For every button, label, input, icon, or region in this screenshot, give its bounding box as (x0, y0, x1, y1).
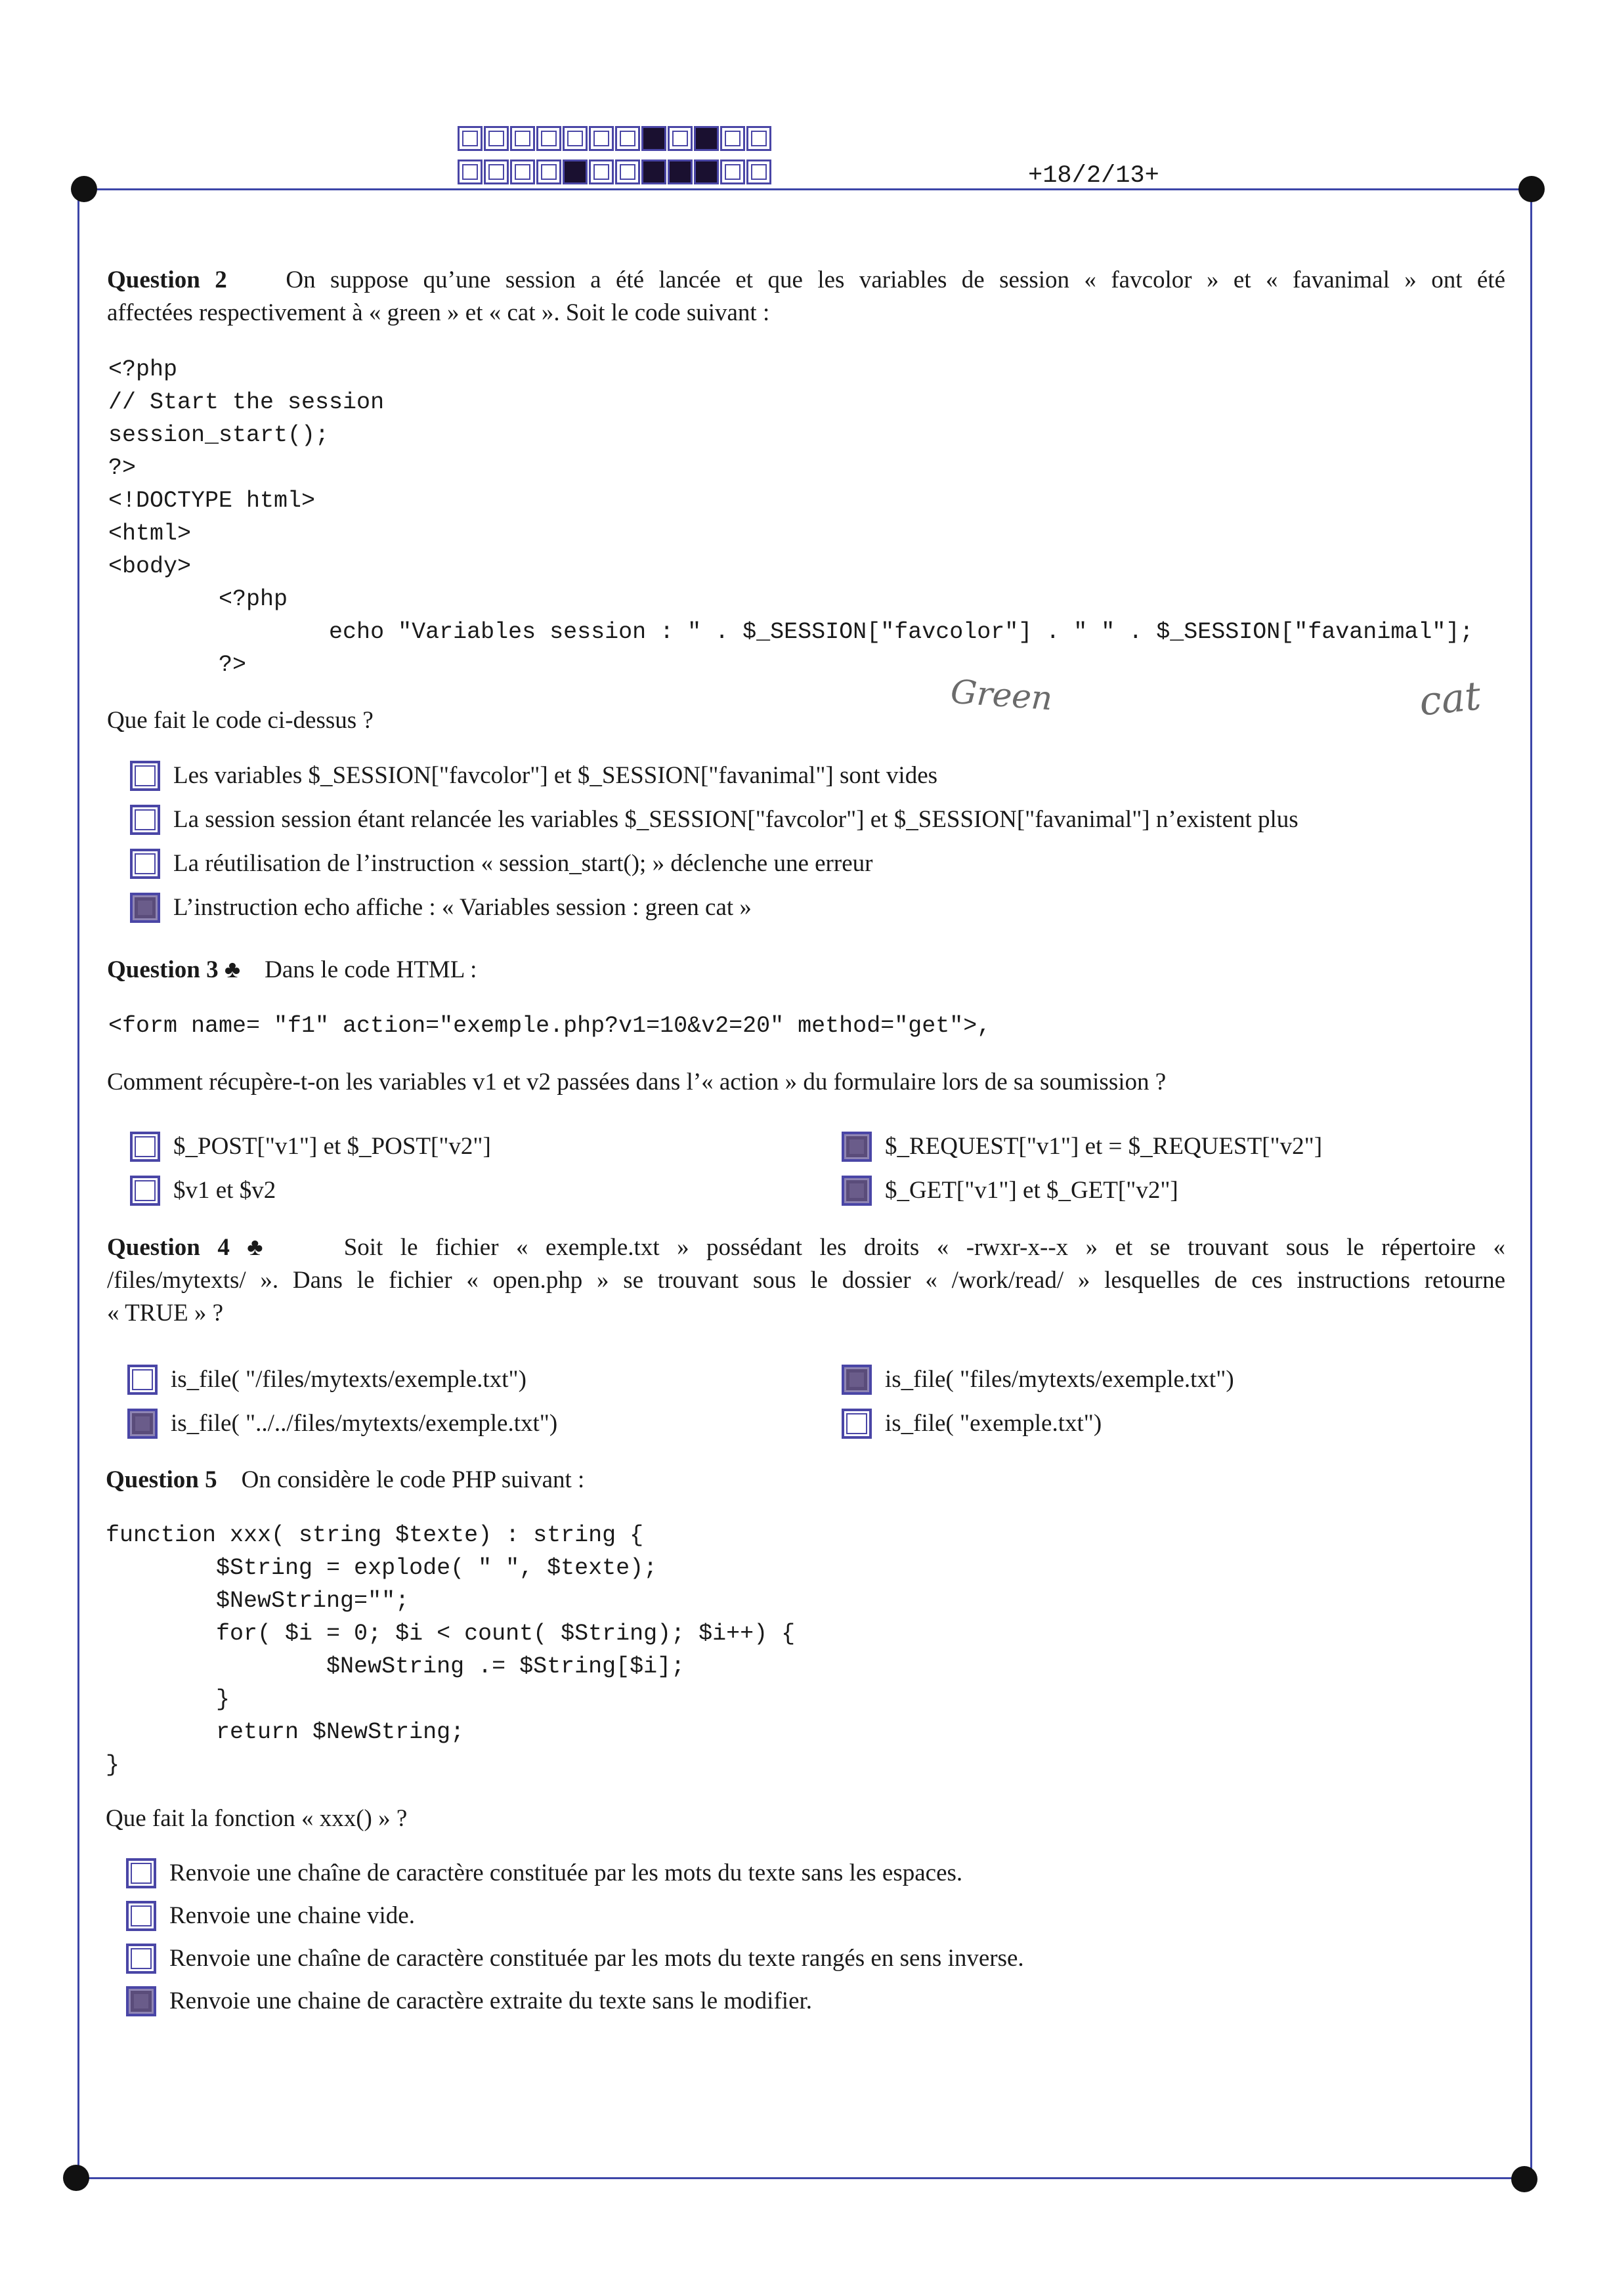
question-2-option-1[interactable] (130, 758, 937, 794)
option-label: Les variables $_SESSION["favcolor"] et $_SESSION["favanimal"] sont vides (173, 762, 938, 789)
barcode-cell-empty (746, 126, 771, 151)
barcode-cell-empty (536, 126, 561, 151)
question-5-prompt: Que fait la fonction « xxx() » ? (106, 1805, 408, 1832)
question-3-header (107, 954, 1505, 987)
question-3-option-4[interactable] (842, 1173, 1178, 1208)
question-4-header (107, 1231, 1505, 1330)
question-5-option-1[interactable] (126, 1856, 962, 1891)
question-3-option-2[interactable] (130, 1173, 276, 1208)
barcode-cell-empty (746, 159, 771, 184)
question-4-text-line1: Soit le fichier « exemple.txt » possédant les droits « -rwxr-x--x » et se trouvant sous le répertoire « (343, 1234, 1506, 1261)
option-label: is_file( "../../files/mytexts/exemple.txt") (171, 1410, 558, 1437)
option-label: La réutilisation de l’instruction « session_start(); » déclenche une erreur (173, 850, 873, 877)
checkbox-checked[interactable] (127, 1409, 158, 1439)
checkbox[interactable] (842, 1409, 872, 1439)
question-2-text-line1: On suppose qu’une session a été lancée et que les variables de session « favcolor » et « favanimal » ont été (286, 266, 1506, 293)
question-5-option-3[interactable] (126, 1941, 1024, 1976)
option-label: is_file( "files/mytexts/exemple.txt") (885, 1366, 1234, 1393)
question-2-text-line2: affectées respectivement à « green » et « cat ». Soit le code suivant : (107, 299, 770, 326)
option-label: $_GET["v1"] et $_GET["v2"] (885, 1177, 1178, 1204)
option-label: $v1 et $v2 (173, 1177, 276, 1204)
barcode-cell-empty (720, 159, 745, 184)
corner-mark-bottom-right (1511, 2166, 1537, 2192)
page-code: +18/2/13+ (1028, 162, 1159, 190)
option-label: Renvoie une chaîne de caractère constituée par les mots du texte rangés en sens inverse. (169, 1945, 1024, 1972)
question-2-option-3[interactable] (130, 846, 872, 882)
checkbox[interactable] (126, 1901, 156, 1931)
option-label: $_POST["v1"] et $_POST["v2"] (173, 1133, 491, 1160)
checkbox[interactable] (130, 1132, 160, 1162)
barcode-cell-empty (458, 126, 483, 151)
barcode-cell-empty (536, 159, 561, 184)
checkbox[interactable] (130, 805, 160, 835)
option-label: Renvoie une chaîne de caractère constituée par les mots du texte sans les espaces. (169, 1860, 963, 1886)
question-5-option-4[interactable] (126, 1984, 812, 2019)
checkbox-checked[interactable] (842, 1132, 872, 1162)
corner-mark-top-right (1518, 176, 1545, 202)
barcode-cell-empty (589, 159, 614, 184)
question-4-text-line3: « TRUE » ? (107, 1300, 224, 1327)
barcode-cell-filled (668, 159, 693, 184)
option-label: Renvoie une chaine vide. (169, 1902, 415, 1929)
question-5-code: function xxx( string $texte) : string { $String = explode( " ", $texte); $NewString=""; for( $i = 0; $i < count( $String); $i++) { $NewString .= $String[$i]; } return $NewString; } (106, 1522, 796, 1778)
question-4-option-1[interactable] (127, 1362, 526, 1397)
barcode-cell-empty (484, 159, 509, 184)
option-label: $_REQUEST["v1"] et = $_REQUEST["v2"] (885, 1133, 1323, 1160)
barcode-cell-empty (458, 159, 483, 184)
barcode-cell-empty (615, 159, 640, 184)
checkbox[interactable] (126, 1944, 156, 1974)
option-label: is_file( "/files/mytexts/exemple.txt") (171, 1366, 526, 1393)
barcode-cell-empty (668, 126, 693, 151)
checkbox[interactable] (127, 1365, 158, 1395)
question-3-prompt: Comment récupère-t-on les variables v1 et v2 passées dans l’« action » du formulaire lors de sa soumission ? (107, 1069, 1167, 1095)
option-label: La session session étant relancée les variables $_SESSION["favcolor"] et $_SESSION["favanimal"] n’existent plus (173, 806, 1299, 833)
barcode-cell-filled (563, 159, 588, 184)
checkbox-checked[interactable] (842, 1176, 872, 1206)
frame-top (85, 188, 1532, 190)
barcode-cell-empty (720, 126, 745, 151)
frame-bottom (76, 2177, 1534, 2179)
checkbox-checked[interactable] (842, 1365, 872, 1395)
question-3-text: Dans le code HTML : (265, 956, 477, 983)
question-4-option-2[interactable] (127, 1406, 557, 1441)
checkbox-checked[interactable] (126, 1986, 156, 2016)
barcode-row-2 (458, 159, 773, 184)
question-3-code: <form name= "f1" action="exemple.php?v1=10&v2=20" method="get">, (108, 1013, 991, 1039)
checkbox[interactable] (126, 1858, 156, 1888)
question-4-text-line2: /files/mytexts/ ». Dans le fichier « open.php » se trouvant sous le dossier « /work/read/ » lesquelles de ces instructions retourne (107, 1267, 1505, 1294)
barcode-cell-empty (510, 159, 535, 184)
handwritten-note-cat: cat (1417, 673, 1483, 725)
barcode-cell-filled (641, 159, 666, 184)
checkbox[interactable] (130, 1176, 160, 1206)
barcode-cell-filled (641, 126, 666, 151)
question-2-prompt: Que fait le code ci-dessus ? (107, 707, 374, 734)
question-2-option-2[interactable] (130, 802, 1299, 838)
option-label: L’instruction echo affiche : « Variables session : green cat » (173, 894, 752, 921)
frame-left (77, 189, 79, 2178)
barcode-cell-filled (694, 159, 719, 184)
question-3-option-1[interactable] (130, 1129, 491, 1164)
handwritten-note-green: Green (949, 672, 1054, 718)
option-label: Renvoie une chaine de caractère extraite du texte sans le modifier. (169, 1988, 813, 2014)
question-4-label: Question 4 ♣ (107, 1234, 274, 1261)
frame-right (1530, 189, 1532, 2178)
question-4-option-3[interactable] (842, 1362, 1234, 1397)
question-4-option-4[interactable] (842, 1406, 1102, 1441)
question-3-option-3[interactable] (842, 1129, 1322, 1164)
barcode-cell-empty (589, 126, 614, 151)
barcode-cell-empty (615, 126, 640, 151)
barcode-cell-empty (484, 126, 509, 151)
corner-mark-top-left (71, 176, 97, 202)
barcode-row-1 (458, 126, 773, 151)
option-label: is_file( "exemple.txt") (885, 1410, 1102, 1437)
question-5-option-2[interactable] (126, 1898, 415, 1934)
barcode-cell-filled (694, 126, 719, 151)
question-2-option-4[interactable] (130, 890, 752, 925)
question-3-label: Question 3 ♣ (107, 956, 241, 983)
question-2-code: <?php // Start the session session_start(); ?> <!DOCTYPE html> <html> <body> <?php echo "Variables session : " . $_SESSION["favcolor"] . " " . $_SESSION["favanimal"]; ?> (108, 356, 1474, 678)
question-2-header (107, 264, 1505, 330)
checkbox[interactable] (130, 761, 160, 791)
question-5-label: Question 5 (106, 1466, 217, 1493)
question-2-label: Question 2 (107, 266, 227, 293)
checkbox[interactable] (130, 849, 160, 879)
barcode-cell-empty (563, 126, 588, 151)
question-5-header (106, 1464, 1504, 1497)
corner-mark-bottom-left (63, 2165, 89, 2191)
checkbox-checked[interactable] (130, 893, 160, 923)
barcode-cell-empty (510, 126, 535, 151)
question-5-text: On considère le code PHP suivant : (241, 1466, 585, 1493)
